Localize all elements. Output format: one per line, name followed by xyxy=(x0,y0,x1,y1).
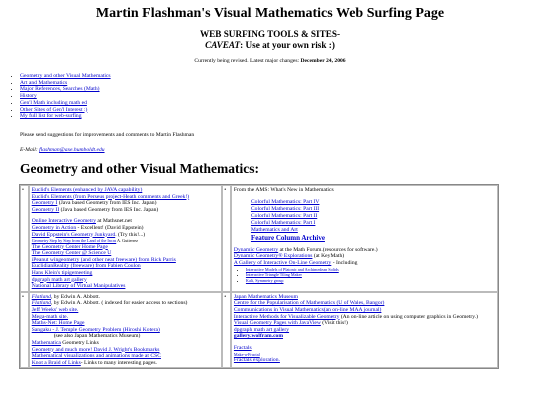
link-colorful-4[interactable]: Colorful Mathematics: Part IV xyxy=(250,198,320,205)
link-popularisation-centre[interactable]: Centre for the Popularisation of Mathematics (U of Wales, Bangor) xyxy=(233,300,385,307)
link-nlvm[interactable]: National Library of Virtual Manipulatives xyxy=(31,283,126,290)
link-dpgraph-2[interactable]: dpgraph math art gallery xyxy=(233,326,290,333)
link-triangle-tiling[interactable]: Interactive Triangle Tiling Maker xyxy=(245,272,302,278)
caveat-text: : Use at your own risk :) xyxy=(240,40,335,50)
link-colorful-2[interactable]: Colorful Mathematics: Part II xyxy=(250,213,318,219)
link-jeff-weeks[interactable]: Jeff Weeks' web site. xyxy=(31,307,79,313)
toc-item xyxy=(20,73,111,80)
table-of-contents xyxy=(9,73,111,120)
link-flatland-indexed[interactable]: Flatland xyxy=(31,300,51,307)
dynamic-geometry-note: at the Math Forum.(resources for software.) xyxy=(278,246,378,253)
javaview-note: (Visit this!) xyxy=(320,320,348,327)
email-line xyxy=(20,147,105,153)
visualizable-geometry-note: (An on-line article on using computer graphics in Geometry.) xyxy=(339,313,478,320)
ams-heading: From the AMS: What's New in Mathematics xyxy=(233,187,334,193)
link-flatland[interactable]: Flatland xyxy=(31,293,51,300)
link-wolfram-gallery[interactable]: gallery.wolfram.com xyxy=(233,333,284,340)
bullet-cell: • xyxy=(222,292,231,369)
link-fractals-exploration[interactable]: Fractals exploration. xyxy=(233,357,280,364)
subtitle-line1: WEB SURFING TOOLS & SITES- xyxy=(199,29,341,39)
toc-link-references[interactable]: Major References, Searches (Math) xyxy=(20,86,100,93)
toc-item xyxy=(20,113,111,120)
link-sangaku[interactable]: Sangaku - J. Temple Geometry Problem (Hiroshi Kotera) xyxy=(31,326,160,333)
link-visual-math-journal[interactable]: Communications in Visual Mathematics(an on-line MAA journal) xyxy=(233,307,382,313)
link-visualizable-geometry[interactable]: Interactive Methods for Visualizable Geometry xyxy=(233,313,340,320)
link-euclid-java[interactable]: Euclid's Elements (enhanced by JAVA capability) xyxy=(31,187,143,193)
bullet-cell: • xyxy=(20,185,29,292)
toc-item xyxy=(20,100,111,107)
link-geometry-center-scienceu[interactable]: The Geometry Center @ Science U xyxy=(31,250,112,257)
see-also-note: (see also Japan Mathematics Museum) xyxy=(53,333,141,340)
section-title: Geometry and other Visual Mathematics: xyxy=(20,161,259,176)
gallery-geometry-note: - Including xyxy=(331,260,358,266)
geometry-in-action-note: - Excellent! (David Eppstein) xyxy=(76,224,144,231)
link-mathematica[interactable]: Mathematica xyxy=(31,339,61,346)
links-cell-right-1 xyxy=(231,185,498,292)
link-hans-klein[interactable]: Hans Klein's tipigemeeting xyxy=(31,270,93,277)
toc-link-art[interactable]: Art and Mathematics xyxy=(20,79,68,86)
link-dynamic-geometry[interactable]: Dynamic Geometry xyxy=(233,246,279,253)
table-row xyxy=(20,185,498,292)
toc-item xyxy=(20,93,111,100)
email-link[interactable]: flashman@axe.humboldt.edu xyxy=(39,147,105,153)
suggestions-text: Please send suggestions for improvements and comments to Martin Flashman xyxy=(20,132,195,138)
link-colorful-3[interactable]: Colorful Mathematics: Part III xyxy=(250,205,320,212)
knot-braid-note: - Links to many interesting pages. xyxy=(80,359,157,366)
subtitle-line2 xyxy=(0,40,540,51)
list-item xyxy=(246,278,495,284)
link-platonic-solids[interactable]: Interactive Models of Platonic and Archimedean Solids xyxy=(245,266,339,272)
flatland-indexed-note: , by Edwin A. Abbott. ( indexed for easier access to sections) xyxy=(50,300,188,307)
gallery-sublist xyxy=(234,267,495,284)
revised-prefix: Currently being revised. Latest major changes: xyxy=(194,58,301,64)
colorful-math-box xyxy=(234,194,495,242)
online-geometry-note: at Mathsnet.net xyxy=(96,218,132,225)
toc-link-full-list[interactable]: My full list for web-surfing xyxy=(20,113,82,120)
flatland-note: , by Edwin A. Abbott. xyxy=(50,293,100,300)
bullet-cell: • xyxy=(222,185,231,292)
subtitle xyxy=(0,29,540,51)
revised-date: December 24, 2006 xyxy=(300,58,346,64)
link-gallery-geometry[interactable]: A Gallery of Interactive On-Line Geometry xyxy=(233,260,332,266)
geometry-junkyard-note: . (Try this!...) xyxy=(115,231,146,238)
link-geometry-2[interactable]: Geometry II xyxy=(31,206,60,213)
dynamic-explorations-note: (at KeyMath) xyxy=(312,253,345,260)
toc-link-genl-math[interactable]: Gen'l Math including math ed xyxy=(20,99,87,106)
link-euclidianreality[interactable]: EuclidianReality (freeware) from Fabien Coulon xyxy=(31,263,141,270)
page-title: Martin Flashman's Visual Mathematics Web Surfing Page xyxy=(95,6,445,21)
link-dynamic-explorations[interactable]: Dynamic Geometry® Explorations xyxy=(233,253,313,260)
toc-link-other-sites[interactable]: Other Sites of Gen'l Interest :) xyxy=(20,106,88,113)
link-javaview[interactable]: Visual Geometry Pages with JavaView xyxy=(233,320,321,327)
link-ipeanut[interactable]: iPeanut wingeometry (and other neat freeware) from Rick Parris xyxy=(31,256,176,263)
link-fractals[interactable]: Fractals xyxy=(233,344,252,351)
link-geometry-in-action[interactable]: Geometry in Action xyxy=(31,224,77,231)
link-maths-net[interactable]: Maths-Net: Home Page xyxy=(31,320,85,327)
link-mega-math[interactable]: Mega-math site. xyxy=(31,313,69,320)
table-row xyxy=(20,292,498,369)
links-table xyxy=(19,184,499,369)
geometry-1-note: (Java based Geometry from IES Inc. Japan) xyxy=(57,200,157,207)
link-make-a-fractal[interactable]: Make-a-Fractal xyxy=(233,351,260,357)
bullet-cell: • xyxy=(20,292,29,369)
link-euclid-perseus[interactable]: Euclid's Elements (from Perseus project-Heath comments and Greek!) xyxy=(31,193,190,200)
link-online-geometry[interactable]: Online Interactive Geometry xyxy=(31,218,96,225)
link-dpgraph[interactable]: dpgraph math art gallery xyxy=(31,276,87,283)
link-geometry-1[interactable]: Geometry I xyxy=(31,200,58,207)
mathematica-note: Geometry Links xyxy=(60,339,99,346)
link-geometry-center[interactable]: The Geometry Center Home Page xyxy=(31,243,108,250)
links-cell-left-2 xyxy=(29,292,223,369)
toc-link-history[interactable]: History xyxy=(20,93,37,100)
toc-link-geometry[interactable]: Geometry and other Visual Mathematics xyxy=(20,73,111,79)
email-label: E-Mail: xyxy=(20,147,40,153)
link-wright-bookmarks[interactable]: Geometry and much more! David J. Wright's Bookmarks xyxy=(31,346,160,353)
revised-note xyxy=(0,58,540,64)
link-japan-museum[interactable]: Japan Mathematics Museum xyxy=(233,293,298,300)
links-cell-left-1 xyxy=(29,185,223,292)
link-colorful-1[interactable]: Colorful Mathematics: Part I xyxy=(250,220,316,227)
link-math-and-art[interactable]: Mathematics and Art xyxy=(250,227,298,234)
link-kali[interactable]: Kali, Symmetry group xyxy=(245,278,284,284)
link-geometry-junkyard[interactable]: David Eppstein's Geometry Junkyard xyxy=(31,231,116,238)
geometry-2-note: (Java based Geometry from IES Inc. Japan) xyxy=(59,206,159,213)
link-feature-archive[interactable]: Feature Column Archive xyxy=(250,233,325,242)
link-incas[interactable]: Geometry Step by Step from the Land of the Incas xyxy=(31,238,117,244)
links-cell-right-2 xyxy=(231,292,498,369)
caveat-label: CAVEAT xyxy=(205,40,241,50)
incas-note: A. Gutierrez xyxy=(116,238,138,244)
link-csc-visualizations[interactable]: Mathematical visualizations and animations made at CSC xyxy=(31,353,161,360)
link-knot-braid[interactable]: Knot a Braid of Links xyxy=(31,359,81,366)
toc-item xyxy=(20,86,111,93)
